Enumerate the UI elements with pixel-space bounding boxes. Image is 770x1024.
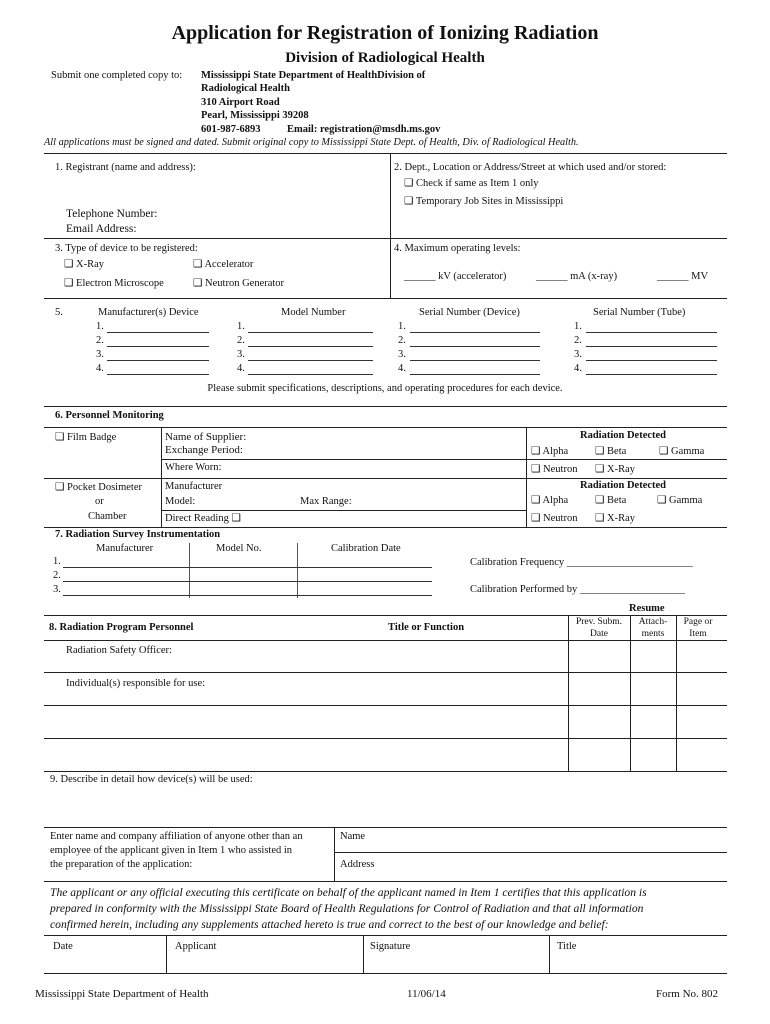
attachments-label-1: Attach- bbox=[638, 617, 668, 627]
rule-bottom bbox=[44, 973, 727, 974]
s5-row4-num-c: 4. bbox=[398, 363, 406, 374]
prev-subm-label-1: Prev. Subm. bbox=[575, 617, 623, 627]
xray-checkbox-1[interactable]: ❑ X-Ray bbox=[595, 464, 636, 475]
max-range-label: Max Range: bbox=[300, 496, 352, 507]
s5-row4-num-d: 4. bbox=[574, 363, 582, 374]
s5-row1-num-c: 1. bbox=[398, 321, 406, 332]
radiation-detected-1: Radiation Detected bbox=[580, 430, 667, 441]
telephone-label: Telephone Number: bbox=[66, 208, 158, 220]
s6-grid-v2 bbox=[526, 427, 527, 527]
date-field-label: Date bbox=[53, 941, 73, 952]
s5-row2-num-b: 2. bbox=[237, 335, 245, 346]
s5-model-line2[interactable] bbox=[248, 346, 373, 347]
s5-serial-device-line3[interactable] bbox=[410, 360, 540, 361]
s5-model-line1[interactable] bbox=[248, 332, 373, 333]
temporary-sites-checkbox[interactable]: ❑ Temporary Job Sites in Mississippi bbox=[404, 196, 564, 207]
s5-row1-num-b: 1. bbox=[237, 321, 245, 332]
address-line3: 310 Airport Road bbox=[201, 97, 280, 108]
kv-field[interactable]: ______ kV (accelerator) bbox=[404, 271, 507, 282]
page-item-label-1: Page or bbox=[683, 617, 713, 627]
applicant-input[interactable] bbox=[168, 955, 361, 971]
s5-row4-num-b: 4. bbox=[237, 363, 245, 374]
footer-date: 11/06/14 bbox=[407, 988, 446, 1000]
worn-label: Where Worn: bbox=[165, 462, 222, 473]
cert-line1: The applicant or any official executing this certificate on behalf of the applicant named in Item 1 certifies that this application is bbox=[50, 886, 647, 899]
s7-line2[interactable] bbox=[63, 581, 432, 582]
location-label: 2. Dept., Location or Address/Street at which used and/or stored: bbox=[394, 162, 667, 173]
s6-grid-mid2 bbox=[44, 478, 727, 479]
beta-checkbox-1[interactable]: ❑ Beta bbox=[595, 446, 627, 457]
individuals-label: Individual(s) responsible for use: bbox=[66, 678, 206, 689]
s5-serial-tube-line2[interactable] bbox=[586, 346, 717, 347]
notice: All applications must be signed and dated. Submit original copy to Mississippi State Dept. of Health, Div. of Radiological Health. bbox=[44, 137, 579, 148]
usage-description-label: 9. Describe in detail how device(s) will be used: bbox=[50, 774, 253, 785]
title-function-label: Title or Function bbox=[388, 622, 465, 633]
divider-3-4 bbox=[390, 238, 391, 298]
assist-text-3: the preparation of the application: bbox=[50, 859, 193, 870]
cert-line3: confirmed herein, including any supplements attached hereto is true and correct to the best of our knowledge and belief: bbox=[50, 918, 609, 931]
rule-s5 bbox=[44, 298, 727, 299]
sign-v3 bbox=[549, 935, 550, 973]
chamber-label: Chamber bbox=[88, 511, 127, 522]
neutron-checkbox-1[interactable]: ❑ Neutron bbox=[531, 464, 578, 475]
program-personnel-label: 8. Radiation Program Personnel bbox=[49, 622, 194, 633]
address-line1: Mississippi State Department of HealthDivision of bbox=[201, 70, 426, 81]
rule-assist bbox=[44, 827, 727, 828]
s8-row4 bbox=[44, 738, 727, 739]
same-as-item1-checkbox[interactable]: ❑ Check if same as Item 1 only bbox=[404, 178, 539, 189]
accelerator-checkbox[interactable]: ❑ Accelerator bbox=[193, 259, 254, 270]
alpha-checkbox-1[interactable]: ❑ Alpha bbox=[531, 446, 569, 457]
s5-row3-num-b: 3. bbox=[237, 349, 245, 360]
s7-col-calibration-date: Calibration Date bbox=[331, 543, 401, 554]
divider-1-2 bbox=[390, 153, 391, 238]
device-type-label: 3. Type of device to be registered: bbox=[55, 243, 198, 254]
s5-manufacturer-line3[interactable] bbox=[107, 360, 209, 361]
s5-row4-num-a: 4. bbox=[96, 363, 104, 374]
s8-row5 bbox=[44, 771, 727, 772]
gamma-checkbox-1[interactable]: ❑ Gamma bbox=[659, 446, 705, 457]
s5-serial-tube-line4[interactable] bbox=[586, 374, 717, 375]
s5-serial-tube-line3[interactable] bbox=[586, 360, 717, 361]
s5-manufacturer-line4[interactable] bbox=[107, 374, 209, 375]
resume-label: Resume bbox=[629, 603, 665, 614]
s5-row3-num-a: 3. bbox=[96, 349, 104, 360]
title-field-label: Title bbox=[557, 941, 577, 952]
rule-s6 bbox=[44, 406, 727, 407]
s5-row3-num-c: 3. bbox=[398, 349, 406, 360]
applicant-field-label: Applicant bbox=[175, 941, 217, 952]
s5-model-line3[interactable] bbox=[248, 360, 373, 361]
assist-address-label: Address bbox=[340, 859, 375, 870]
neutron-checkbox-2[interactable]: ❑ Neutron bbox=[531, 513, 578, 524]
s5-row1-num-a: 1. bbox=[96, 321, 104, 332]
direct-reading-checkbox[interactable]: Direct Reading ❑ bbox=[165, 513, 241, 524]
page-item-label-2: Item bbox=[689, 629, 707, 639]
s5-model-line4[interactable] bbox=[248, 374, 373, 375]
s7-v1 bbox=[189, 543, 190, 598]
xray-checkbox-2[interactable]: ❑ X-Ray bbox=[595, 513, 636, 524]
rule-s8 bbox=[44, 615, 727, 616]
s6-grid-mid3 bbox=[161, 510, 527, 511]
s8-row3 bbox=[44, 705, 727, 706]
footer-form-number: Form No. 802 bbox=[656, 988, 719, 1000]
s5-row3-num-d: 3. bbox=[574, 349, 582, 360]
or-label: or bbox=[95, 496, 104, 507]
registrant-label: 1. Registrant (name and address): bbox=[55, 162, 196, 173]
form-title: Application for Registration of Ionizing Radiation bbox=[171, 22, 599, 44]
s6-grid-mid1 bbox=[161, 459, 727, 460]
s6-grid-v1 bbox=[161, 427, 162, 527]
s5-row2-num-d: 2. bbox=[574, 335, 582, 346]
sign-v1 bbox=[166, 935, 167, 973]
address-line2: Radiological Health bbox=[201, 83, 290, 94]
s5-row2-num-c: 2. bbox=[398, 335, 406, 346]
s7-row3-num: 3. bbox=[53, 584, 61, 595]
col-serial-tube: Serial Number (Tube) bbox=[593, 307, 686, 318]
rule-top bbox=[44, 153, 727, 154]
s5-serial-device-line4[interactable] bbox=[410, 374, 540, 375]
phone-number: 601-987-6893 bbox=[201, 124, 261, 135]
exchange-label: Exchange Period: bbox=[165, 444, 243, 456]
calibration-frequency-field[interactable]: Calibration Frequency ________________________ bbox=[470, 557, 693, 568]
attachments-label-2: ments bbox=[641, 629, 665, 639]
date-input[interactable] bbox=[46, 955, 164, 971]
sign-v2 bbox=[363, 935, 364, 973]
s5-manufacturer-line2[interactable] bbox=[107, 346, 209, 347]
col-model: Model Number bbox=[281, 307, 346, 318]
model-label: Model: bbox=[165, 496, 196, 507]
s8-row2 bbox=[44, 672, 727, 673]
pocket-dosimeter-checkbox[interactable]: ❑ Pocket Dosimeter bbox=[55, 482, 142, 493]
col-manufacturer: Manufacturer(s) Device bbox=[98, 307, 199, 318]
signature-input[interactable] bbox=[365, 955, 547, 971]
signature-field-label: Signature bbox=[370, 941, 411, 952]
s5-row1-num-d: 1. bbox=[574, 321, 582, 332]
mv-field[interactable]: ______ MV bbox=[657, 271, 709, 282]
alpha-checkbox-2[interactable]: ❑ Alpha bbox=[531, 495, 569, 506]
s6-grid-top bbox=[44, 427, 727, 428]
assist-name-label: Name bbox=[340, 831, 366, 842]
gamma-checkbox-2[interactable]: ❑ Gamma bbox=[657, 495, 703, 506]
rule-s3 bbox=[44, 238, 727, 239]
s5-manufacturer-line1[interactable] bbox=[107, 332, 209, 333]
assist-mid bbox=[334, 852, 727, 853]
s5-serial-tube-line1[interactable] bbox=[586, 332, 717, 333]
operating-levels-label: 4. Maximum operating levels: bbox=[394, 243, 521, 254]
neutron-generator-checkbox[interactable]: ❑ Neutron Generator bbox=[193, 278, 285, 289]
s7-row2-num: 2. bbox=[53, 570, 61, 581]
rule-cert bbox=[44, 881, 727, 882]
col-serial-device: Serial Number (Device) bbox=[419, 307, 520, 318]
manufacturer-label: Manufacturer bbox=[165, 481, 223, 492]
prev-subm-label-2: Date bbox=[590, 629, 608, 639]
film-badge-checkbox[interactable]: ❑ Film Badge bbox=[55, 432, 117, 443]
ma-field[interactable]: ______ mA (x-ray) bbox=[536, 271, 618, 282]
radiation-detected-2: Radiation Detected bbox=[580, 480, 667, 491]
s5-serial-device-line1[interactable] bbox=[410, 332, 540, 333]
s5-note: Please submit specifications, descriptions, and operating procedures for each device. bbox=[207, 383, 563, 394]
s7-col-model: Model No. bbox=[216, 543, 262, 554]
survey-instrumentation-label: 7. Radiation Survey Instrumentation bbox=[55, 529, 221, 540]
calibration-performed-field[interactable]: Calibration Performed by ____________________ bbox=[470, 584, 685, 595]
rule-sign bbox=[44, 935, 727, 936]
s7-v2 bbox=[297, 543, 298, 598]
s5-row2-num-a: 2. bbox=[96, 335, 104, 346]
submit-label: Submit one completed copy to: bbox=[51, 70, 183, 81]
s6-grid-bottom bbox=[44, 527, 727, 528]
electron-microscope-checkbox[interactable]: ❑ Electron Microscope bbox=[64, 278, 164, 289]
s7-row1-num: 1. bbox=[53, 556, 61, 567]
cert-line2: prepared in conformity with the Mississippi State Board of Health Regulations for Control of Radiation and that all information bbox=[50, 902, 644, 915]
xray-checkbox[interactable]: ❑ X-Ray bbox=[64, 259, 105, 270]
address-line4: Pearl, Mississippi 39208 bbox=[201, 110, 309, 121]
assist-text-2: employee of the applicant given in Item 1 who assisted in bbox=[50, 845, 293, 856]
title-input[interactable] bbox=[551, 955, 725, 971]
beta-checkbox-2[interactable]: ❑ Beta bbox=[595, 495, 627, 506]
personnel-monitoring-label: 6. Personnel Monitoring bbox=[55, 410, 164, 421]
assist-divider bbox=[334, 827, 335, 881]
form-subtitle: Division of Radiological Health bbox=[285, 50, 485, 66]
email-address: Email: registration@msdh.ms.gov bbox=[287, 124, 441, 135]
email-label: Email Address: bbox=[66, 223, 137, 235]
footer-department: Mississippi State Department of Health bbox=[35, 988, 209, 1000]
s5-serial-device-line2[interactable] bbox=[410, 346, 540, 347]
assist-text-1: Enter name and company affiliation of anyone other than an bbox=[50, 831, 303, 842]
supplier-label: Name of Supplier: bbox=[165, 431, 247, 443]
s7-col-manufacturer: Manufacturer bbox=[96, 543, 154, 554]
s5-number: 5. bbox=[55, 307, 63, 318]
rso-label: Radiation Safety Officer: bbox=[66, 645, 172, 656]
s7-line3[interactable] bbox=[63, 595, 432, 596]
s8-row1 bbox=[44, 640, 727, 641]
s7-line1[interactable] bbox=[63, 567, 432, 568]
